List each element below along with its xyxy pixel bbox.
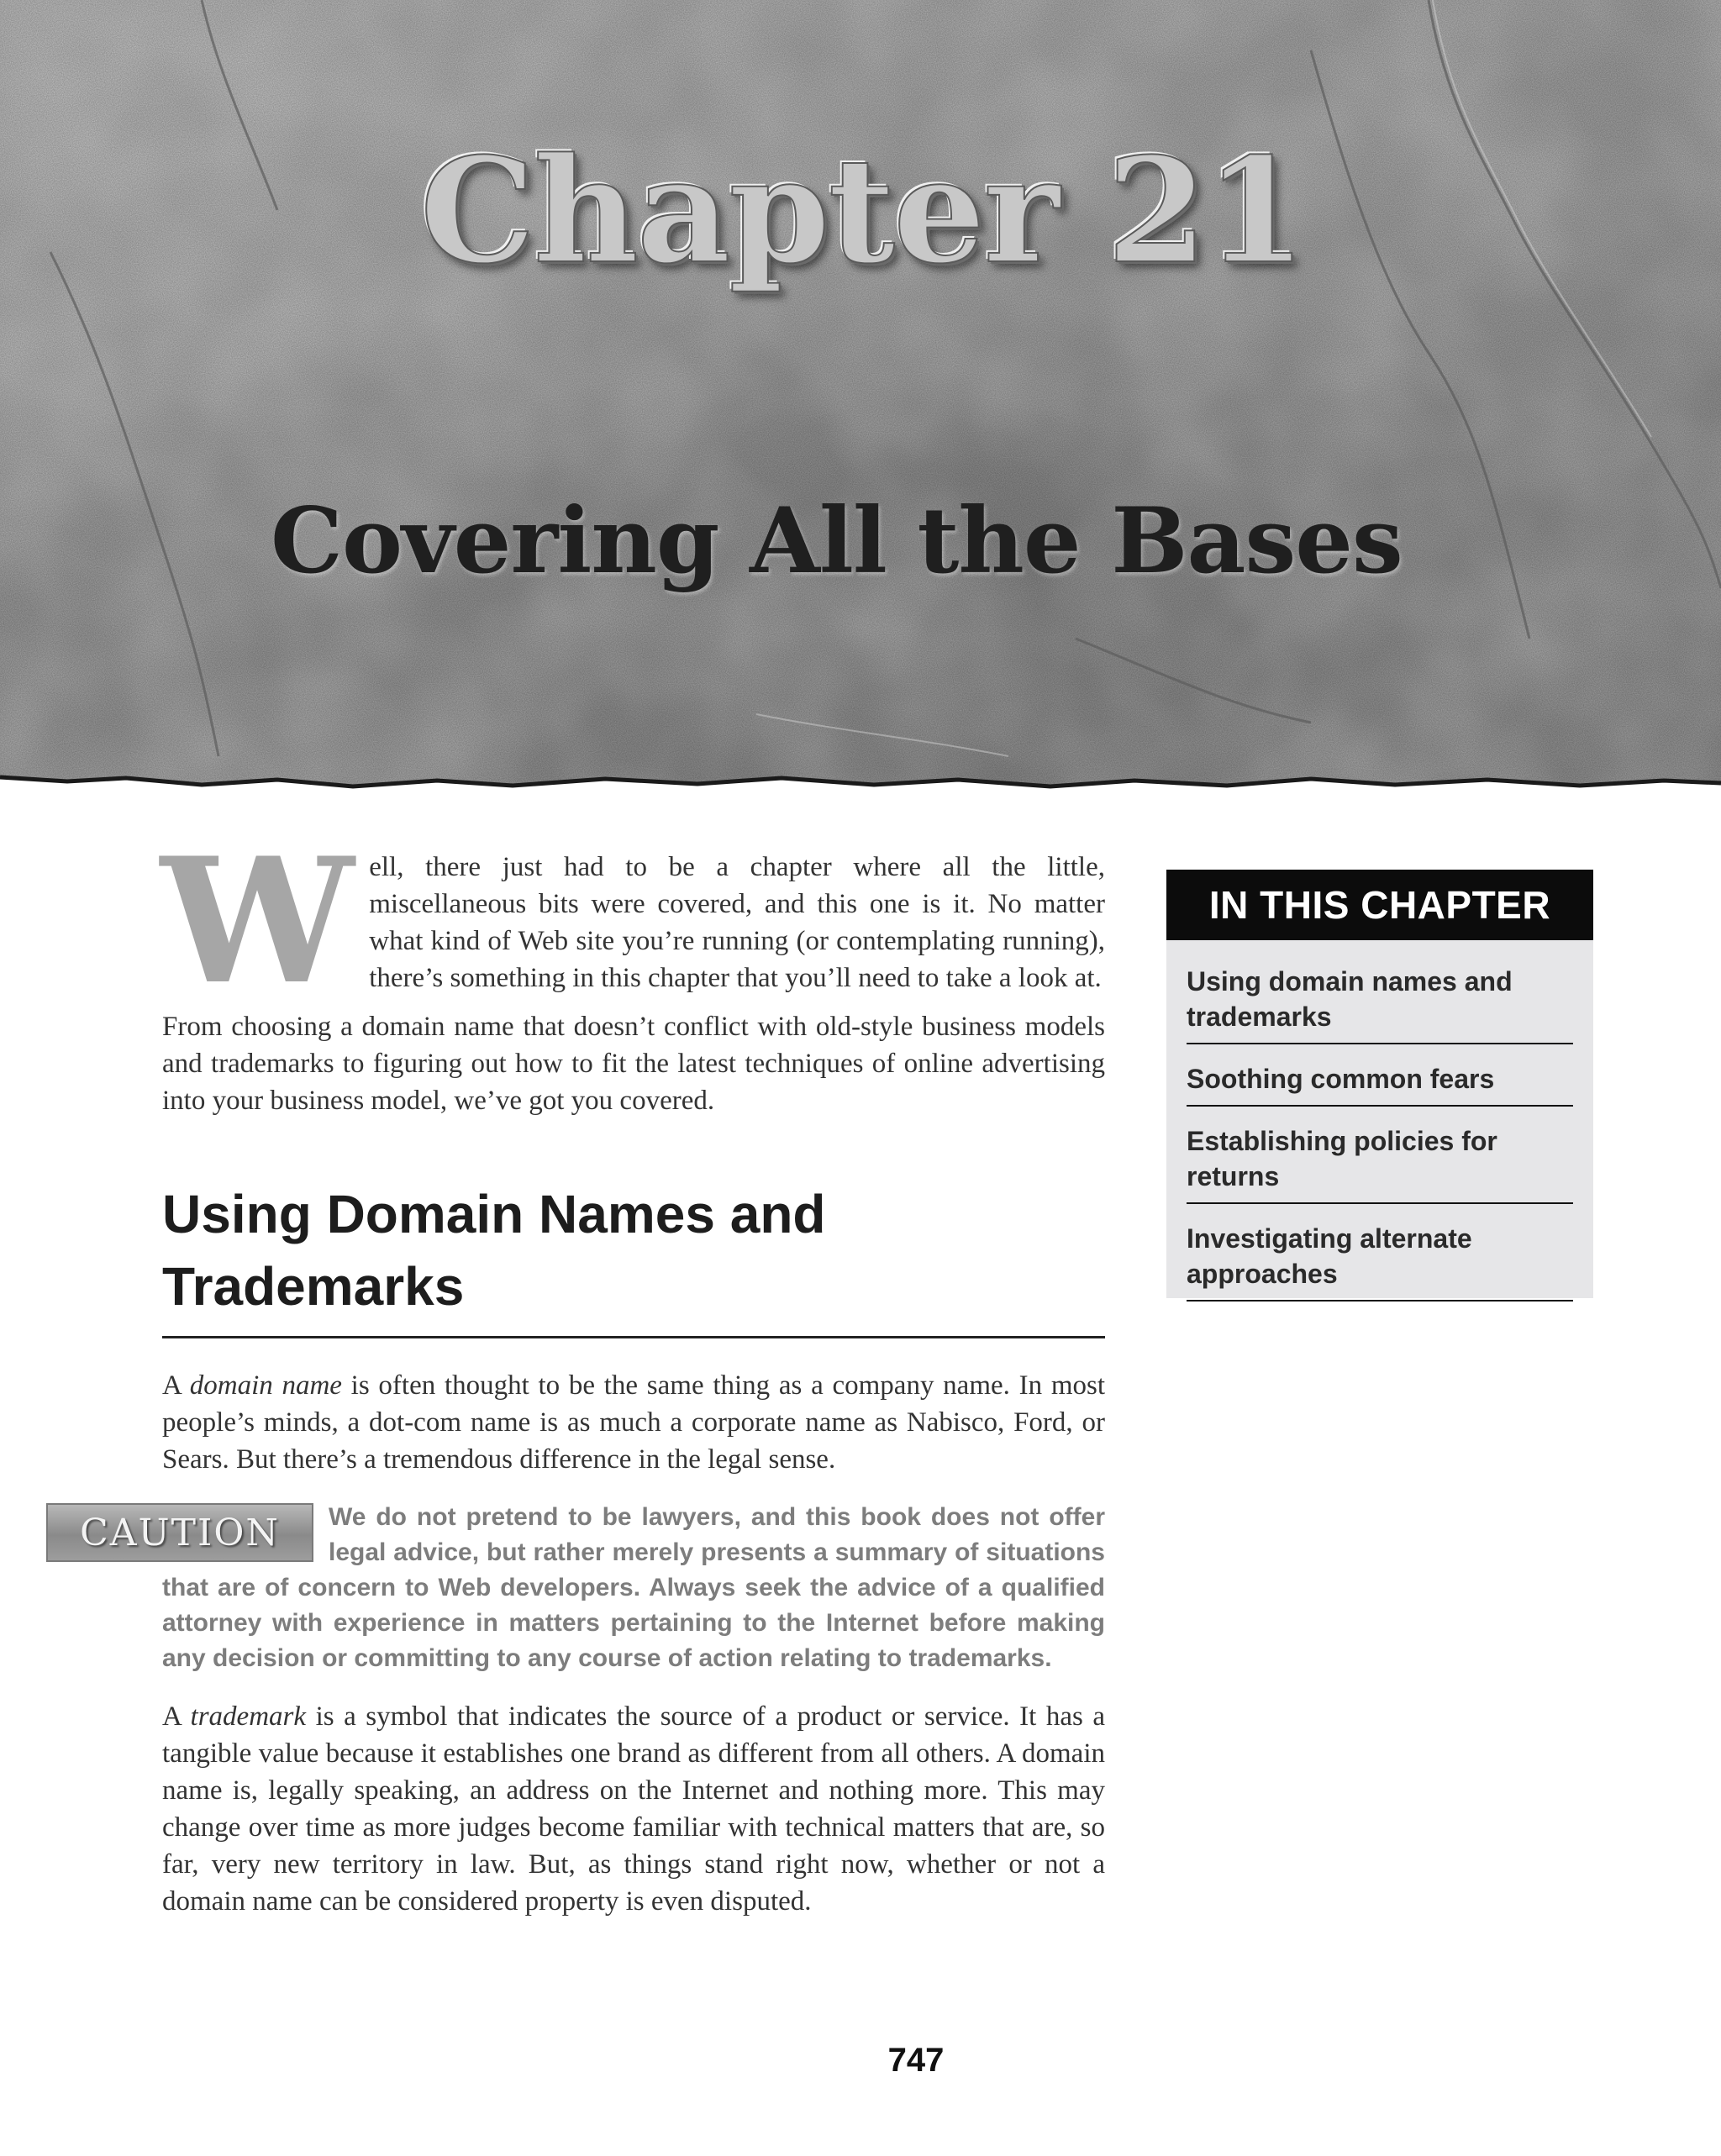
term-domain-name: domain name [189, 1370, 342, 1401]
page-number: 747 [887, 2042, 945, 2079]
in-this-chapter-box [1166, 870, 1593, 1298]
domain-name-paragraph [162, 1367, 1105, 1478]
text-run: is a symbol that indicates the source of a product or service. It has a tangible value because it establishes one brand as different from all others. A domain name is, legally speaking, an address on the Internet and nothing more. This may change over time as more judges become familiar with technical matters that are, so far, very new territory in law. But, as things stand right now, whether or not a domain name can be considered property is even disputed. [162, 1701, 1105, 1917]
chapter-topics-list [1166, 940, 1593, 1301]
sidebar-title: IN THIS CHAPTER [1166, 870, 1593, 940]
stone-texture [0, 0, 1721, 798]
chapter-label: Chapter 21 [420, 125, 1305, 296]
chapter-header [0, 0, 1721, 798]
list-item: Investigating alternate approaches [1187, 1212, 1573, 1301]
list-item: Soothing common fears [1187, 1053, 1573, 1107]
caution-note [80, 1500, 1105, 1676]
intro-paragraph-text: ell, there just had to be a chapter where all the little, miscellaneous bits were covered, and this one is it. No matter what kind of Web site you’re running (or contemplating running), there’s something in this chapter that you’ll need to take a look at. [369, 852, 1105, 993]
text-run: is often thought to be the same thing as a company name. In most people’s minds, a dot-com name is as much a corporate name as Nabisco, Ford, or Sears. But there’s a tremendous difference in the legal sense. [162, 1370, 1106, 1475]
list-item: Establishing policies for returns [1187, 1115, 1573, 1204]
trademark-paragraph [162, 1698, 1105, 1920]
caution-badge: CAUTION [46, 1503, 313, 1562]
term-trademark: trademark [190, 1701, 307, 1732]
text-run: A [162, 1701, 191, 1732]
intro-paragraph [161, 821, 1105, 1023]
main-column [80, 821, 1106, 1920]
section-heading: Using Domain Names and Trademarks [162, 1178, 1105, 1338]
chapter-title: Covering All the Bases [271, 488, 1403, 594]
text-run: A [162, 1370, 190, 1401]
intro-paragraph-2: From choosing a domain name that doesn’t conflict with old-style business models and trademarks to figuring out how to fit the latest techniques of online advertising into your business model, we’ve got you covered. [162, 1012, 1105, 1116]
list-item: Using domain names and trademarks [1187, 955, 1573, 1044]
caution-text: We do not pretend to be lawyers, and this book does not offer legal advice, but rather merely presents a summary of situations that are of concern to Web developers. Always seek the advice of a qualified attorney with experience in matters pertaining to the Internet before making any decision or committing to any course of action relating to trademarks. [162, 1503, 1105, 1672]
drop-cap: W [161, 821, 355, 1023]
